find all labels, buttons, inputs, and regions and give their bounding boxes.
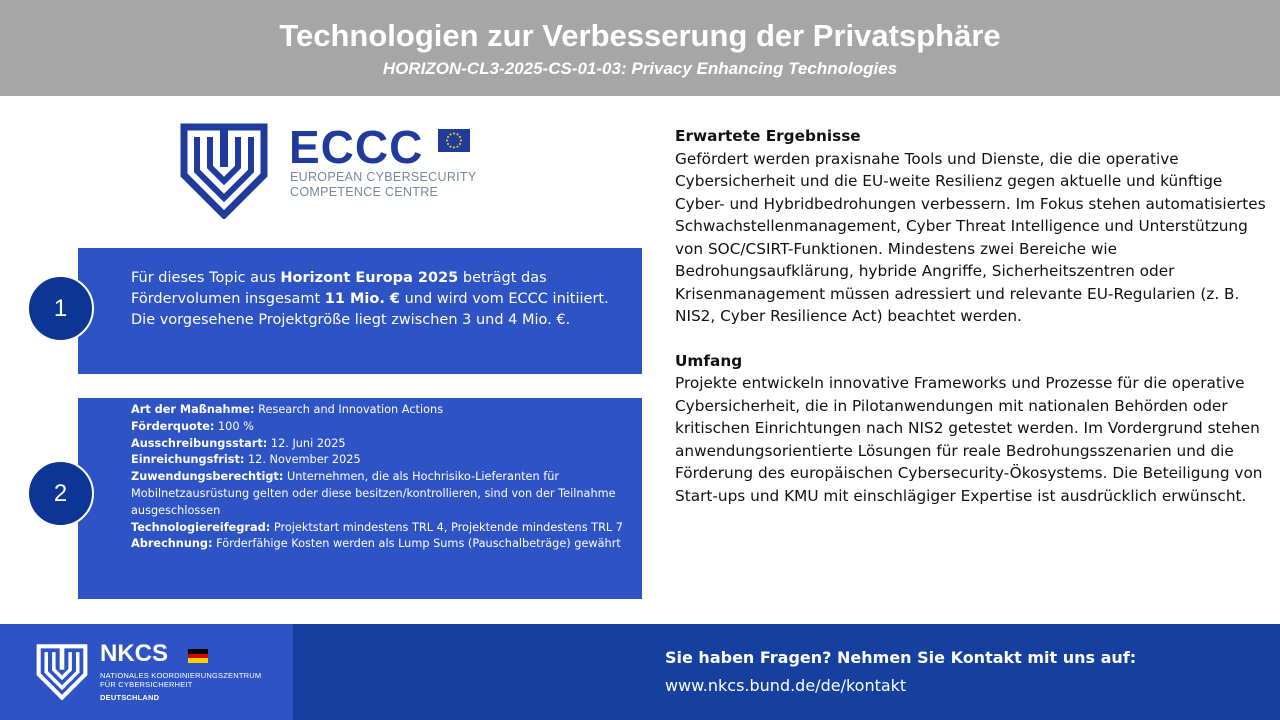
eccc-subtitle-line1: EUROPEAN CYBERSECURITY <box>290 170 477 184</box>
programme-name: Horizont Europa 2025 <box>280 270 459 286</box>
eccc-subtitle-line2: COMPETENCE CENTRE <box>290 185 439 199</box>
eccc-shield-icon <box>180 123 268 219</box>
scope-text: Projekte entwickeln innovative Frameworks und Prozesse für die operative Cybersicherheit, die in Pilotanwendungen mit nationalen Behörden oder kritischen Einrichtungen nach NIS2 getestet werden. Im Vordergrund stehen anwendungsorientierte Lösungen für reale Bedrohungsszenarien und die Förderung des europäischen Cybersecurity-Ökosystems. Die Beteiligung von Start-ups und KMU mit einschlägiger Expertise ist ausdrücklich erwünscht. <box>675 374 1263 505</box>
detail-item: Abrechnung: Förderfähige Kosten werden als Lump Sums (Pauschalbeträge) gewährt <box>131 537 621 551</box>
funding-amount: 11 Mio. € <box>324 291 400 307</box>
detail-item: Art der Maßnahme: Research and Innovation Actions <box>131 403 444 416</box>
funding-box <box>78 248 642 374</box>
header-banner <box>0 0 1280 96</box>
eccc-brand: ECCC <box>289 121 424 173</box>
nkcs-brand: NKCS <box>100 640 169 667</box>
detail-item: Technologiereifegrad: Projektstart mindestens TRL 4, Projektende mindestens TRL 7 <box>131 520 623 534</box>
results-heading: Erwartete Ergebnisse <box>675 127 861 145</box>
page-title: Technologien zur Verbesserung der Privatsphäre <box>279 18 1001 53</box>
step-number-2: 2 <box>27 460 94 527</box>
nkcs-logo-panel <box>0 624 293 720</box>
eu-flag-icon <box>438 129 470 152</box>
scope-heading: Umfang <box>675 351 743 370</box>
nkcs-subtitle-line3: DEUTSCHLAND <box>100 693 160 702</box>
results-text: Gefördert werden praxisnahe Tools und Dienste, die die operative Cybersicherheit und die EU-weite Resilienz gegen aktuelle und künftige Cyber- und Hybridbedrohungen verbessern. Im Fokus stehen automatisiertes Schwachstellenmanagement, Cyber Threat Intelligence und Unterstützung von SOC/CSIRT-Funktionen. Mindestens zwei Bereiche wie Bedrohungsaufklärung, hybride Angriffe, Sicherheitszentren oder Krisenmanagement müssen adressiert und relevante EU-Regularien (z. B. NIS2, Cyber Resilience Act) beachtet werden. <box>675 149 1266 325</box>
description-column <box>675 125 1270 507</box>
call-details-list <box>131 402 637 553</box>
nkcs-subtitle-line2: FÜR CYBERSICHERHEIT <box>100 680 193 689</box>
nkcs-subtitle-line1: NATIONALES KOORDINIERUNGSZENTRUM <box>100 671 262 680</box>
detail-item: Zuwendungsberechtigt: Unternehmen, die als Hochrisiko-Lieferanten für Mobilnetzausrüstung gelten oder diese besitzen/kontrollieren, sind von der Teilnahme ausgeschlossen <box>131 470 616 517</box>
step-number-1: 1 <box>27 275 94 342</box>
contact-link[interactable]: www.nkcs.bund.de/de/kontakt <box>665 676 907 695</box>
page-subtitle: HORIZON-CL3-2025-CS-01-03: Privacy Enhancing Technologies <box>382 59 898 78</box>
contact-question: Sie haben Fragen? Nehmen Sie Kontakt mit uns auf: <box>665 648 1137 667</box>
funding-text: Für dieses Topic aus Horizont Europa 2025 beträgt das Fördervolumen insgesamt 11 Mio. € und wird vom ECCC initiiert. Die vorgesehene Projektgröße liegt zwischen 3 und 4 Mio. €. <box>131 270 609 328</box>
detail-item: Förderquote: 100 % <box>131 419 254 433</box>
call-details-box <box>78 398 642 599</box>
detail-item: Einreichungsfrist: 12. November 2025 <box>131 453 361 467</box>
eccc-logo <box>180 120 480 220</box>
contact-panel <box>293 624 1280 720</box>
nkcs-shield-icon <box>36 644 88 700</box>
detail-item: Ausschreibungsstart: 12. Juni 2025 <box>131 436 346 450</box>
german-flag-icon <box>188 649 208 663</box>
